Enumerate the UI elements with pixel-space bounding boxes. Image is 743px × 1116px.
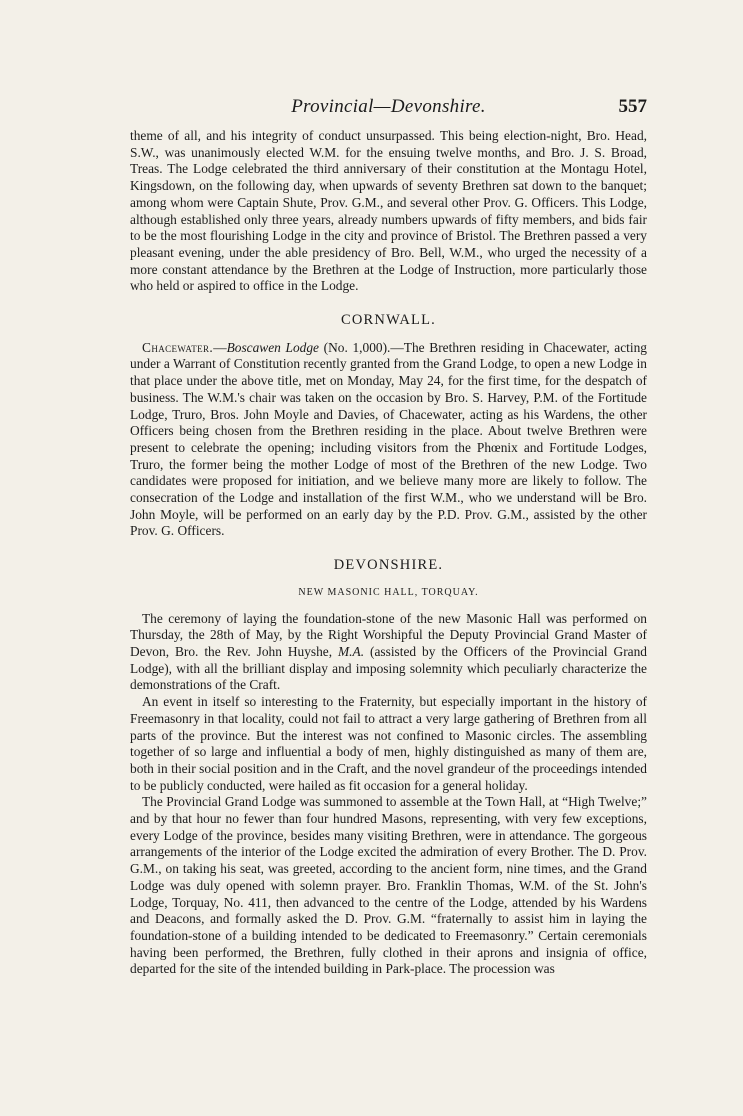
devonshire-paragraph-3: The Provincial Grand Lodge was summoned to assemble at the Town Hall, at “High Twelve;” and by that hour no fewer than four hundred Masons, representing, with very few exceptions, every Lodge of the province, besides many visiting Brethren, were in attendance. The gorgeous arrangements of the interior of the Lodge excited the admiration of every Brother. The D. Prov. G.M., on taking his seat, was greeted, according to the ancient form, nine times, and the Grand Lodge was duly opened with solemn prayer. Bro. Franklin Thomas, W.M. of the St. John's Lodge, Torquay, No. 411, then advanced to the centre of the Lodge, attended by his Wardens and Deacons, and formally asked the D. Prov. G.M. “fraternally to assist him in laying the foundation-stone of a building intended to be dedicated to Freemasonry.” Certain ceremonials having been performed, the Brethren, fully clothed in their aprons and insignia of office, departed for the site of the intended building in Park-place. The procession was xyxy=(130,794,647,977)
devonshire-p1-before: The ceremony of laying the foundation-stone of the new Masonic Hall was performed on Thursday, the 28th of May, by the Right Worshipful the Deputy Provincial Grand Master of Devon, Bro. the Rev. John Huyshe, xyxy=(130,610,647,659)
running-title: Provincial—Devonshire. xyxy=(291,96,486,117)
devonshire-heading: DEVONSHIRE. xyxy=(333,557,444,574)
devonshire-p1-degree: M.A. xyxy=(338,643,365,659)
page-number: 557 xyxy=(618,96,647,117)
devonshire-paragraph-1 xyxy=(130,611,647,695)
devonshire-paragraph-2: An event in itself so interesting to the Fraternity, but especially important in the history of Freemasonry in that locality, could not fail to attract a very large gathering of Brethren from all parts of the province. But the interest was not confined to Masonic circles. The assembling together of so large and influential a body of men, highly distinguished as many of them are, both in their social position and in the Craft, and the novel grandeur of the proceedings intended to be publicly conducted, were hailed as fit occasion for a general holiday. xyxy=(130,694,647,793)
running-head xyxy=(130,96,647,120)
cornwall-body: —The Brethren residing in Chacewater, acting under a Warrant of Constitution recently granted from the Grand Lodge, to open a new Lodge in that place under the above title, met on Monday, May 24, for the first time, for the despatch of business. The W.M.'s chair was taken on the occasion by Bro. S. Harvey, P.M. of the Fortitude Lodge, Truro, Bros. John Moyle and Davies, of Chacewater, acting as his Wardens, the other Officers being chosen from the Brethren residing in the place. About twelve Brethren were present to celebrate the opening; including visitors from the Phœnix and Fortitude Lodges, Truro, the former being the mother Lodge of most of the Brethren of the new Lodge. Two candidates were proposed for initiation, and we believe many more are likely to follow. The consecration of the Lodge and installation of the first W.M., who we understand will be Bro. John Moyle, will be performed on an early day by the P.D. Prov. G.M., assisted by the other Prov. G. Officers. xyxy=(130,339,647,539)
devonshire-subheading: NEW MASONIC HALL, TORQUAY. xyxy=(298,586,479,598)
cornwall-heading: CORNWALL. xyxy=(341,312,436,329)
cornwall-place: Chacewater. xyxy=(142,339,214,355)
article-body xyxy=(130,128,647,978)
devonshire-p1-after: (assisted by the Officers of the Provincial Grand Lodge), with all the brilliant display and imposing solemnity which peculiarly characterize the demonstrations of the Craft. xyxy=(130,643,648,693)
cornwall-paragraph xyxy=(130,340,647,540)
cornwall-lodge-name: Boscawen Lodge xyxy=(226,339,319,355)
bristol-continuation-paragraph: theme of all, and his integrity of conduct unsurpassed. This being election-night, Bro. Head, S.W., was unanimously elected W.M. for the ensuing twelve months, and Bro. J. S. Broad, Treas. The Lodge celebrated the third anniversary of their constitution at the Montagu Hotel, Kingsdown, on the following day, when upwards of seventy Brethren sat down to the banquet; among whom were Captain Shute, Prov. G.M., and several other Prov. G. Officers. This Lodge, although established only three years, already numbers upwards of fifty members, and bids fair to be the most flourishing Lodge in the city and province of Bristol. The Brethren passed a very pleasant evening, under the able presidency of Bro. Bell, W.M., who urged the necessity of a more constant attendance by the Brethren at the Lodge of Instruction, more particularly those who held or aspired to office in the Lodge. xyxy=(130,128,647,294)
cornwall-dash: — xyxy=(213,339,227,355)
cornwall-lodge-number: (No. 1,000). xyxy=(319,339,391,355)
